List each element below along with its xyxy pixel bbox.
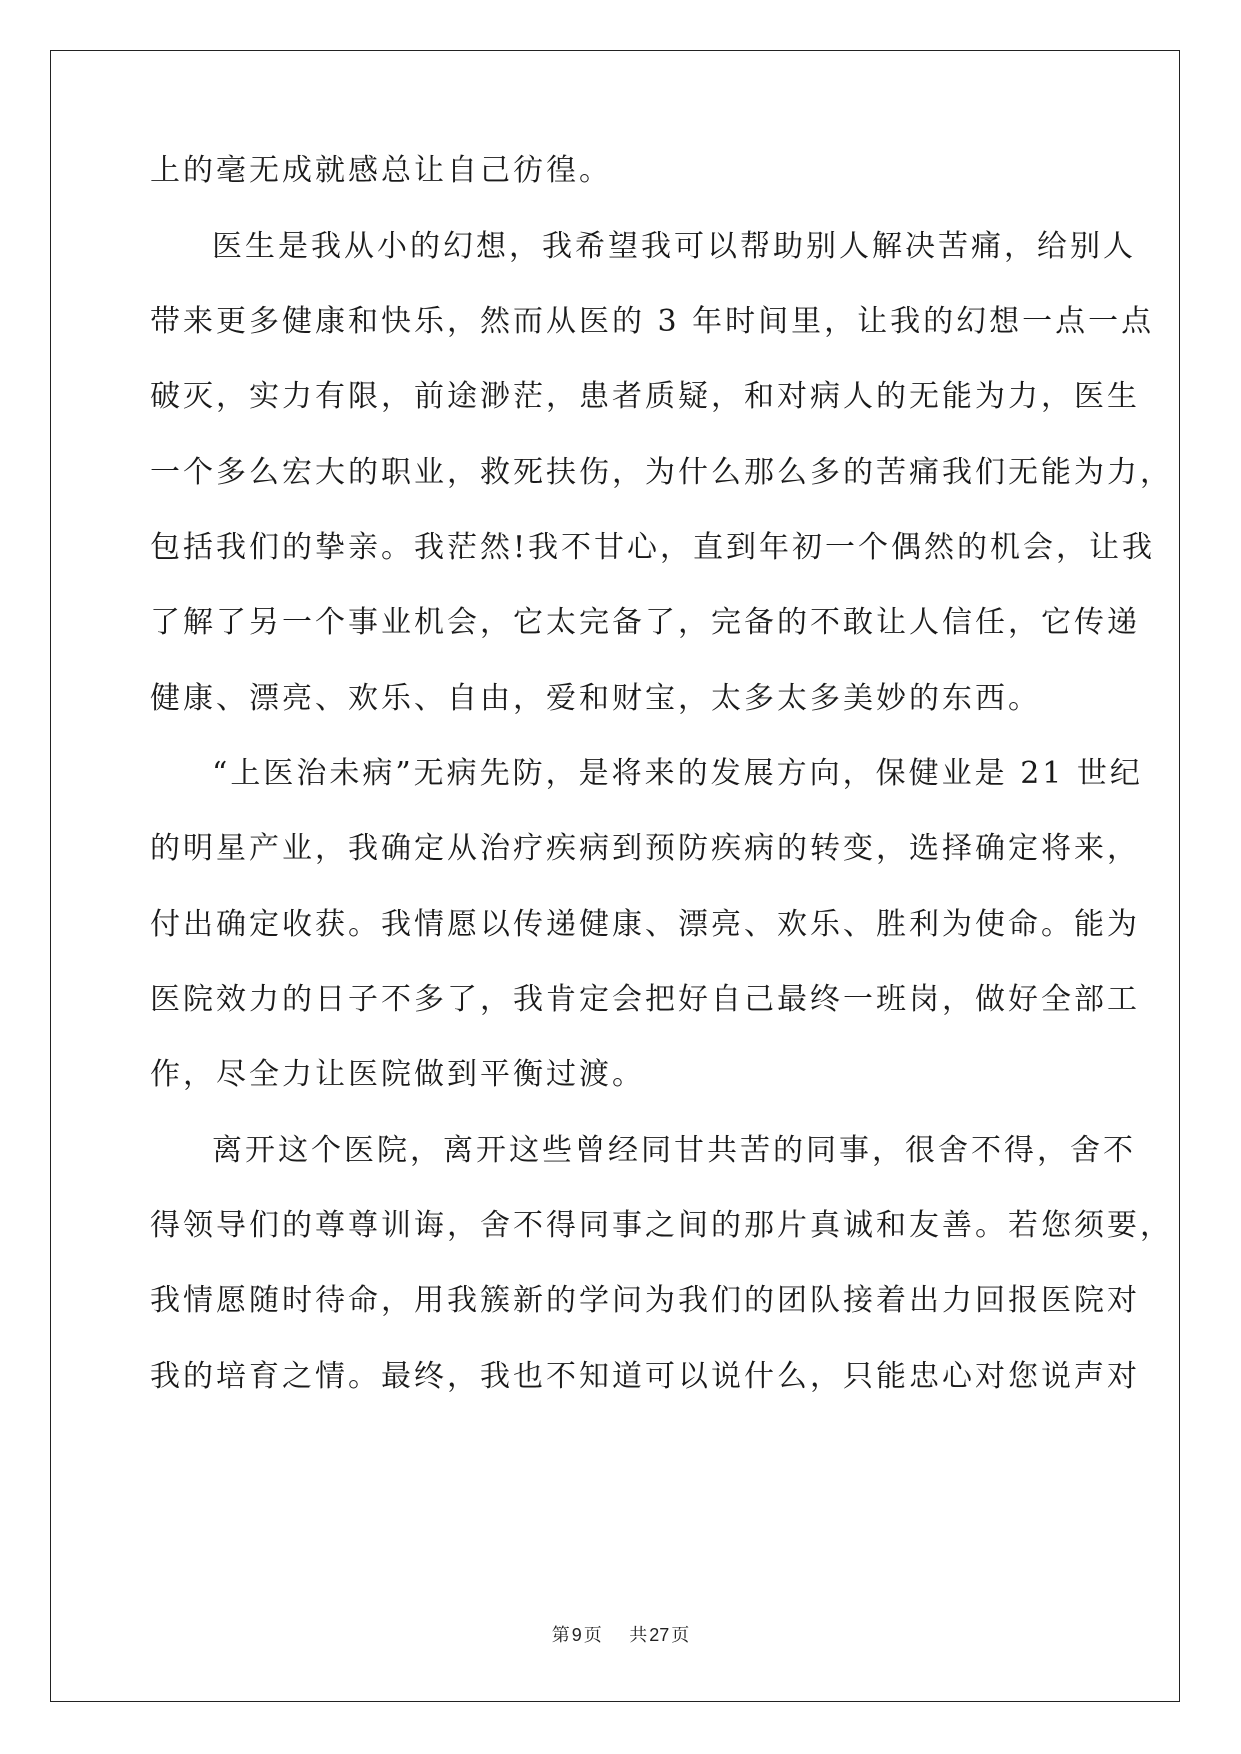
page-suffix: 页 bbox=[583, 1625, 602, 1646]
text-line: 包括我们的挚亲。我茫然!我不甘心，直到年初一个偶然的机会，让我 bbox=[150, 530, 1156, 565]
text-line: 了解了另一个事业机会，它太完备了，完备的不敢让人信任，它传递 bbox=[150, 605, 1140, 640]
text-line: 我情愿随时待命，用我簇新的学问为我们的团队接着出力回报医院对 bbox=[150, 1283, 1140, 1318]
text-line: 得领导们的尊尊训诲，舍不得同事之间的那片真诚和友善。若您须要， bbox=[150, 1208, 1173, 1243]
text-line: 作，尽全力让医院做到平衡过渡。 bbox=[150, 1057, 645, 1092]
page-prefix: 第 bbox=[551, 1625, 570, 1646]
text-line: “上医治未病”无病先防，是将来的发展方向，保健业是 21 世纪 bbox=[212, 756, 1143, 791]
text-line: 离开这个医院，离开这些曾经同甘共苦的同事，很舍不得，舍不 bbox=[212, 1133, 1136, 1168]
text-line: 健康、漂亮、欢乐、自由，爱和财宝，太多太多美妙的东西。 bbox=[150, 681, 1041, 716]
text-line: 医院效力的日子不多了，我肯定会把好自己最终一班岗，做好全部工 bbox=[150, 982, 1140, 1017]
text-line: 带来更多健康和快乐，然而从医的 3 年时间里，让我的幻想一点一点 bbox=[150, 304, 1155, 339]
page-number bbox=[552, 1623, 602, 1648]
page-total bbox=[629, 1623, 689, 1648]
page-footer bbox=[0, 1623, 1241, 1648]
text-line: 我的培育之情。最终，我也不知道可以说什么，只能忠心对您说声对 bbox=[150, 1359, 1140, 1394]
text-line: 上的毫无成就感总让自己彷徨。 bbox=[150, 153, 612, 188]
text-line: 的明星产业，我确定从治疗疾病到预防疾病的转变，选择确定将来， bbox=[150, 831, 1140, 866]
total-count: 27 bbox=[649, 1625, 670, 1645]
page-current: 9 bbox=[571, 1625, 582, 1645]
total-suffix: 页 bbox=[671, 1625, 690, 1646]
total-prefix: 共 bbox=[629, 1625, 648, 1646]
text-line: 医生是我从小的幻想，我希望我可以帮助别人解决苦痛，给别人 bbox=[212, 229, 1136, 264]
text-line: 一个多么宏大的职业，救死扶伤，为什么那么多的苦痛我们无能为力， bbox=[150, 455, 1173, 490]
text-line: 破灭，实力有限，前途渺茫，患者质疑，和对病人的无能为力，医生 bbox=[150, 379, 1140, 414]
text-line: 付出确定收获。我情愿以传递健康、漂亮、欢乐、胜利为使命。能为 bbox=[150, 907, 1140, 942]
